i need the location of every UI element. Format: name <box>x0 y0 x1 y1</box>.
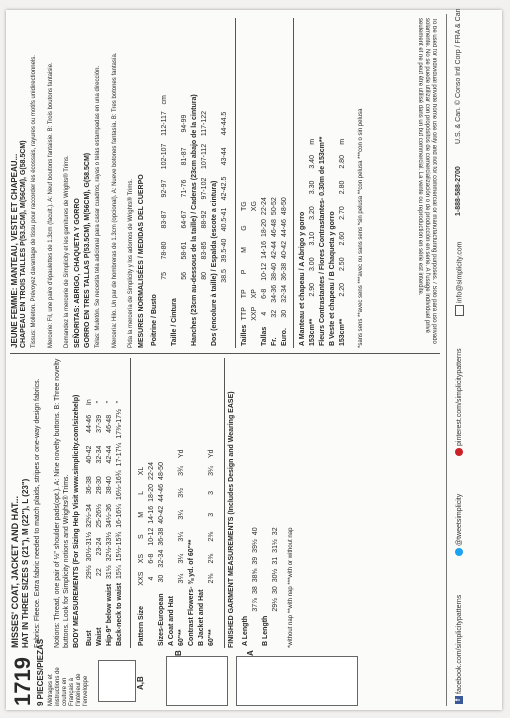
finished-measurements-table <box>240 525 280 648</box>
telas-es: Telas: Muletón. Se necesita tela adicional para casar cuadros, rayas o telas estampadas en una dirección. <box>95 65 101 348</box>
table-row: 153cm** 2.90 3.00 3.10 3.20 3.30 3.40 m <box>308 138 316 346</box>
mesures-table <box>149 92 229 348</box>
table-row: Back-neck to waist 15¼ 15½-15¾ 16-16¼ 16½-16¾ 17-17¼ 17⅜-17½ " <box>115 400 123 646</box>
tailles-table <box>239 195 289 348</box>
table-row: 29½ 30 30½ 31 31½ 32 <box>271 527 279 612</box>
subtitle-es: GORRO EN TRES TALLAS P(53.5CM), M(56CM), G(58.5CM) <box>84 152 91 348</box>
title-en: MISSES' COAT, JACKET AND HAT... <box>10 496 20 648</box>
footnote-en: *without nap **with nap ***with or without nap <box>288 527 294 648</box>
notions-en: Notions: Thread, one pair of ½" shoulder pads(opt.). A: Nine novelty buttons. B: Three novelty buttons. Look for Simplicity notions and Wrights® Trims. <box>54 358 70 648</box>
subtitle-en: HAT IN THREE SIZES S (21"), M (22"), L (23") <box>21 478 30 648</box>
table-row: 37⅞ 38 38⅝ 39 39½ 40 <box>251 527 259 612</box>
table-row: Hanches (23cm au-dessous de la taille) / Caderas (23cm abajo de la cintura) <box>190 94 198 346</box>
mail-icon <box>455 305 464 316</box>
mercerie-fr: Mercerie: Fil, une paire d'épaulettes de 1.3cm (facult.). A: Neuf boutons fantaisie. B: Trois boutons fantaisie. <box>48 62 54 348</box>
table-row: B Jacket and Hat <box>197 589 205 646</box>
pinterest-link[interactable]: pinterest.com/simplicitypatterns <box>455 348 463 456</box>
table-row: Euro. 30 32-34 36-38 40-42 44-46 48-50 <box>280 197 288 346</box>
body-measurements-heading: BODY MEASUREMENTS (For Sizing Help Visit www.simplicity.com/sizehelp) <box>73 394 80 648</box>
table-row: 60"** 2⅜ 2⅜ 2⅜ 3 3 3¼ Yd <box>207 449 215 646</box>
pattern-number: 1719 <box>10 657 35 706</box>
email-link[interactable]: info@simplicity.com <box>455 242 464 316</box>
twitter-icon <box>455 548 463 556</box>
table-row: Tailles TTP TP P M G TG <box>240 201 248 346</box>
envelope-paper <box>6 10 502 710</box>
divider <box>235 18 236 348</box>
table-row: 38.5 39.5-40 40.5-41 42-42.5 43-44 44-44.5 <box>220 111 228 283</box>
body-measurements-table <box>84 397 124 648</box>
table-row: Sizes-European 30 32-34 36-38 40-42 44-46 48-50 <box>157 462 165 646</box>
table-row: 80 83-85 88-92 97-102 107-112 117-122 <box>200 110 208 280</box>
footnote-fr: *sans sens **avec sens ***avec ou sans sens *sin pelusa **con pelusa ***con o sin pelusa <box>358 108 364 348</box>
divider <box>293 18 294 348</box>
metrage-table <box>297 135 347 348</box>
table-row: 56 58-61 64-67 71-76 81-87 94-99 <box>180 114 188 280</box>
rotated-content <box>6 10 502 710</box>
title-fr: JEUNE FEMME: MANTEAU, VESTE ET CHAPEAU... <box>10 153 19 348</box>
view-sketch-a <box>236 656 358 706</box>
twitter-link[interactable]: @tweetsimplicity <box>455 494 463 556</box>
legal-en: To be used for individual private home use only and not for commercial or manufacturing purposes. / Solo para uso privado solamente. No se puede utilizar con propósitos de comercialización o de producción en serie. <box>424 18 437 344</box>
table-row: Fr. 32 34-36 38-40 42-44 46-48 50-52 <box>270 197 278 346</box>
table-row: 153cm** 2.20 2.50 2.60 2.70 2.80 2.80 m <box>338 138 346 346</box>
phone-number: 1-888-588-2700 <box>455 166 462 216</box>
pieces-count: 9 PIECES/PIEZAS <box>36 638 45 706</box>
table-row: Bust 29½ 30½-31½ 32½-34 36-38 40-42 44-46 In <box>85 399 93 646</box>
merceria-es: Mercería: Hilo. Un par de hombreras de 1.3cm (opcional). A: Nueve botones fantasía. B: Tres botones fantasía. <box>112 52 118 348</box>
company-info: U.S. & Can. © Conso Intl Corp / FRA & Can <box>455 8 462 144</box>
subtitle-fr: CHAPEAU EN TROIS TAILLES P(53.5CM), M(56CM), G(58.5CM) <box>20 140 27 348</box>
legal-notice <box>416 18 437 348</box>
table-row: B Veste et chapeau / B Chaqueta y gorro <box>328 211 336 346</box>
multilingual-note: Métrages et instructions de couture en Français à l'intérieur de l'enveloppe <box>48 667 89 706</box>
footer-bar <box>446 8 475 706</box>
view-label-ab: A,B <box>136 676 145 690</box>
tissus-fr: Tissus: Molleton. Prévoyez davantage de tissu pour raccorder les écossais, rayures ou motifs unidirectionnels. <box>31 55 37 348</box>
table-row: Dos (encolure à taille) / Espalda (escote a cintura) <box>210 180 218 346</box>
size-yardage-table <box>136 447 216 648</box>
fabrics-en: Fabrics: Fleece. Extra fabric needed to match plaids, stripes or one-way design fabrics. <box>34 378 41 648</box>
pinterest-icon <box>455 448 463 456</box>
table-row: 75 78-80 83-87 92-97 102-107 112-117 cm <box>160 95 168 280</box>
table-row: Taille / Cintura <box>170 298 178 346</box>
view-label-a: A <box>246 650 255 656</box>
view-sketch-b <box>166 656 228 706</box>
divider <box>224 358 225 648</box>
mesures-heading: MESURES NORMALISÉES / MEDIDAS DEL CUERPO <box>138 174 145 348</box>
table-row: Tallas 4 6-8 10-12 14-16 18-20 22-24 <box>260 197 268 346</box>
table-row: Hip-9" below waist 31½ 32½-33½ 34½-36 38-40 42-44 46-48 " <box>105 400 113 646</box>
mercerie-fr-2: Demandez la mercerie de Simplicity et les garnitures de Wrights® Trims. <box>64 155 70 348</box>
facebook-link[interactable]: ffacebook.com/simplicitypatterns <box>455 595 463 704</box>
table-row: Fleurs Contrastantes / Flores Contrastantes- 0.30m de 153cm** <box>318 136 326 346</box>
table-row: 60"** 3¼ 3¼ 3¼ 3¼ 3½ 3¾ Yd <box>177 449 185 646</box>
table-row: XXP XP XG <box>250 201 258 321</box>
table-row: 4 6-8 10-12 14-16 18-20 22-24 <box>147 462 155 581</box>
view-label-b: B <box>174 650 183 656</box>
merceria-es-2: Pida la mercería de Simplicity y los adornos de Wrights® Trims. <box>128 178 134 348</box>
divider <box>130 358 131 648</box>
title-es: SEÑORITAS: ABRIGO, CHAQUETA Y GORRO <box>74 198 81 348</box>
table-row: A Coat and Hat <box>167 596 175 646</box>
finished-measurements-heading: FINISHED GARMENT MEASUREMENTS (Includes Design and Wearing EASE) <box>228 391 235 648</box>
facebook-icon: f <box>455 696 463 704</box>
table-row: A Manteau et chapeau / A Abrigo y gorro <box>298 211 306 346</box>
table-row: Waist 22 23-24 25-26½ 28-30 32-34 37-39 " <box>95 400 103 646</box>
legal-fr: A l'usage individuel privé seulement et ne peut être utilisé dans un but commercial. La vente ou reproduction en série est interdite. <box>417 18 430 334</box>
table-row: Pattern Size XXS XS S M L XL <box>137 466 145 646</box>
table-row: Contrast Flowers- ⅜ yd. of 60"** <box>187 539 195 646</box>
table-row: A Length <box>241 615 249 646</box>
table-row: B Length <box>261 615 269 646</box>
column-divider <box>10 353 440 354</box>
view-sketch-ab <box>98 660 136 702</box>
table-row: Poitrine / Busto <box>150 294 158 346</box>
